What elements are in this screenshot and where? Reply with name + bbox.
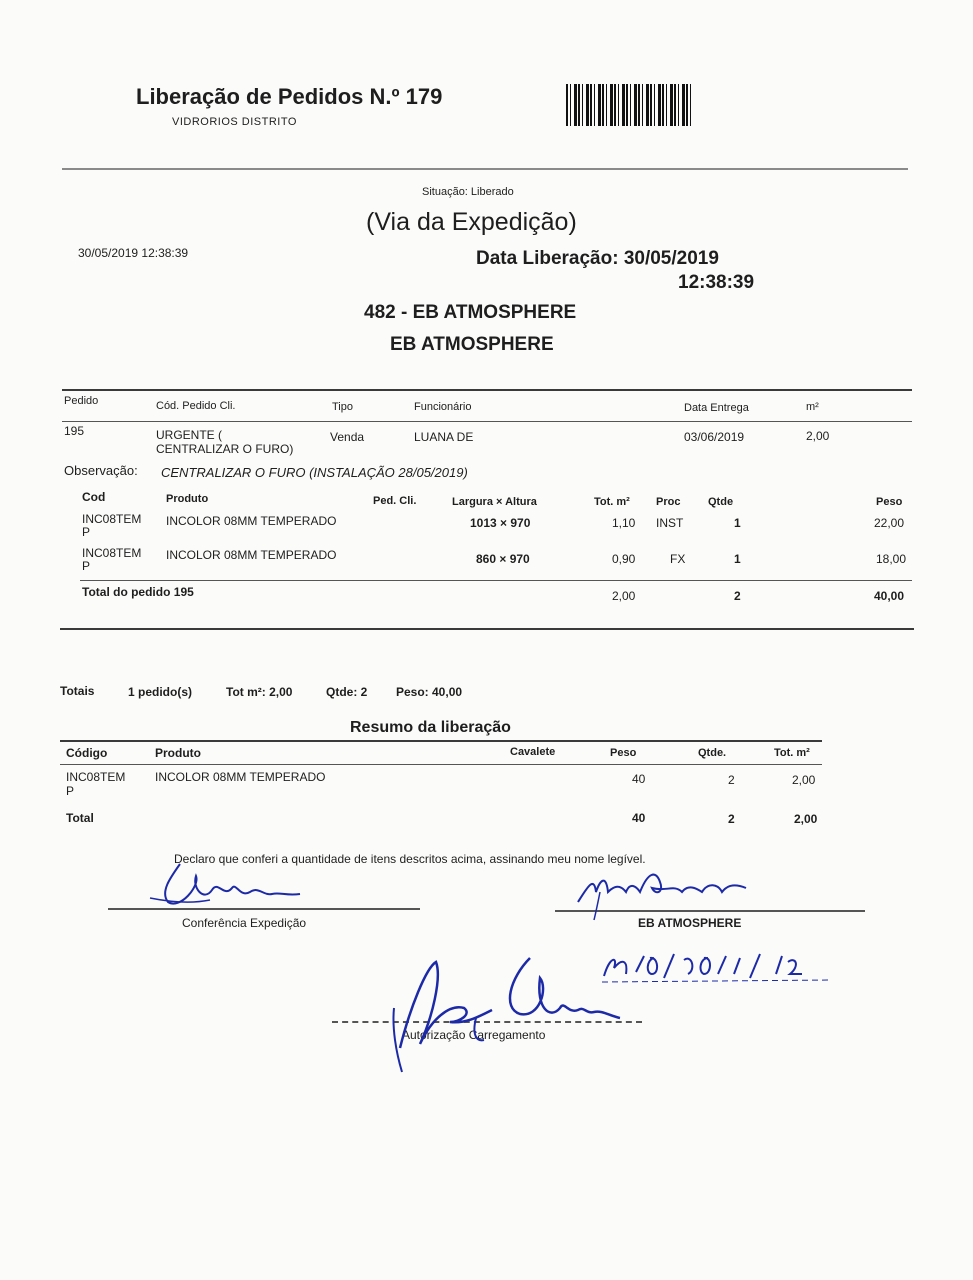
company-name: VIDRORIOS DISTRITO xyxy=(172,116,297,128)
col-m2: m² xyxy=(806,401,819,413)
resumo-col-peso: Peso xyxy=(610,747,637,759)
client-code-name: 482 - EB ATMOSPHERE xyxy=(364,302,577,323)
col-produto: Produto xyxy=(166,493,209,505)
resumo-total-qtde: 2 xyxy=(728,812,735,826)
resumo-row-cod-line2: P xyxy=(66,784,75,798)
client-signature-label: EB ATMOSPHERE xyxy=(638,916,742,930)
item-peso: 22,00 xyxy=(874,516,905,530)
total-pedido-label: Total do pedido 195 xyxy=(82,585,194,599)
barcode-icon xyxy=(566,84,694,126)
resumo-total-peso: 40 xyxy=(632,811,646,825)
total-pedido-peso: 40,00 xyxy=(874,589,905,603)
document-title: Liberação de Pedidos N.º 179 xyxy=(136,84,443,109)
totais-pedidos: 1 pedido(s) xyxy=(128,685,193,699)
resumo-col-qtde: Qtde. xyxy=(698,747,727,759)
resumo-row-qtde: 2 xyxy=(728,773,735,787)
item-qtde: 1 xyxy=(734,552,741,566)
resumo-row-produto: INCOLOR 08MM TEMPERADO xyxy=(155,770,326,784)
divider xyxy=(80,580,912,581)
resumo-col-tot-m2: Tot. m² xyxy=(774,747,810,759)
resumo-row-peso: 40 xyxy=(632,772,646,786)
handwritten-signature-icon xyxy=(140,858,320,923)
totais-m2: Tot m²: 2,00 xyxy=(226,685,293,699)
col-cod: Cod xyxy=(82,490,106,504)
cod-pedido-line1: URGENTE ( xyxy=(156,428,222,442)
item-proc: FX xyxy=(670,552,686,566)
resumo-row-cod-line1: INC08TEM xyxy=(66,770,126,784)
col-cod-pedido: Cód. Pedido Cli. xyxy=(156,400,236,412)
via-label: (Via da Expedição) xyxy=(366,208,577,236)
resumo-col-produto: Produto xyxy=(155,746,201,760)
item-cod-line2: P xyxy=(82,525,91,539)
m2-value: 2,00 xyxy=(806,429,830,443)
client-name: EB ATMOSPHERE xyxy=(390,334,554,355)
situacao-label: Situação: Liberado xyxy=(422,186,514,198)
col-funcionario: Funcionário xyxy=(414,401,472,413)
print-timestamp: 30/05/2019 12:38:39 xyxy=(78,246,189,260)
handwritten-signature-icon xyxy=(380,948,620,1083)
handwritten-signature-icon xyxy=(570,862,780,927)
item-dims: 860 × 970 xyxy=(476,552,530,566)
autorizacao-label: Autorização Carregamento xyxy=(402,1028,546,1042)
resumo-total-tot-m2: 2,00 xyxy=(794,812,818,826)
pedido-number: 195 xyxy=(64,424,85,438)
col-proc: Proc xyxy=(656,496,681,508)
col-tipo: Tipo xyxy=(332,401,353,413)
data-entrega-value: 03/06/2019 xyxy=(684,430,745,444)
item-cod-line1: INC08TEM xyxy=(82,512,142,526)
total-pedido-m2: 2,00 xyxy=(612,589,636,603)
divider xyxy=(60,740,822,742)
hora-liberacao: 12:38:39 xyxy=(678,272,755,293)
totais-qtde: Qtde: 2 xyxy=(326,685,368,699)
declaration-text: Declaro que conferi a quantidade de itens descritos acima, assinando meu nome legível. xyxy=(174,852,646,866)
observacao-value: CENTRALIZAR O FURO (INSTALAÇÃO 28/05/2019) xyxy=(161,465,468,480)
resumo-row-tot-m2: 2,00 xyxy=(792,773,816,787)
col-tot-m2: Tot. m² xyxy=(594,496,630,508)
item-cod-line1: INC08TEM xyxy=(82,546,142,560)
item-produto: INCOLOR 08MM TEMPERADO xyxy=(166,514,337,528)
item-qtde: 1 xyxy=(734,516,741,530)
resumo-total-label: Total xyxy=(66,811,94,825)
data-liberacao: Data Liberação: 30/05/2019 xyxy=(476,248,719,269)
divider xyxy=(62,421,912,422)
col-qtde: Qtde xyxy=(708,496,734,508)
item-peso: 18,00 xyxy=(876,552,907,566)
divider xyxy=(60,628,914,630)
col-pedido: Pedido xyxy=(64,395,99,407)
item-tot-m2: 0,90 xyxy=(612,552,636,566)
tipo-value: Venda xyxy=(330,430,365,444)
observacao-label: Observação: xyxy=(64,463,138,478)
col-data-entrega: Data Entrega xyxy=(684,402,749,414)
resumo-title: Resumo da liberação xyxy=(350,719,511,736)
col-ped-cli: Ped. Cli. xyxy=(373,495,417,507)
funcionario-value: LUANA DE xyxy=(414,430,474,444)
item-proc: INST xyxy=(656,516,684,530)
item-dims: 1013 × 970 xyxy=(470,516,531,530)
conferencia-label: Conferência Expedição xyxy=(182,916,307,930)
divider xyxy=(62,168,908,170)
col-dims: Largura × Altura xyxy=(452,496,537,508)
totais-label: Totais xyxy=(60,684,95,698)
divider xyxy=(62,389,912,391)
item-tot-m2: 1,10 xyxy=(612,516,636,530)
item-produto: INCOLOR 08MM TEMPERADO xyxy=(166,548,337,562)
cod-pedido-line2: CENTRALIZAR O FURO) xyxy=(156,442,294,456)
handwritten-date-icon xyxy=(600,948,840,993)
resumo-col-cavalete: Cavalete xyxy=(510,746,556,758)
item-cod-line2: P xyxy=(82,559,91,573)
totais-peso: Peso: 40,00 xyxy=(396,685,463,699)
total-pedido-qtde: 2 xyxy=(734,589,741,603)
resumo-col-codigo: Código xyxy=(66,746,108,760)
divider xyxy=(60,764,822,765)
col-peso: Peso xyxy=(876,496,903,508)
